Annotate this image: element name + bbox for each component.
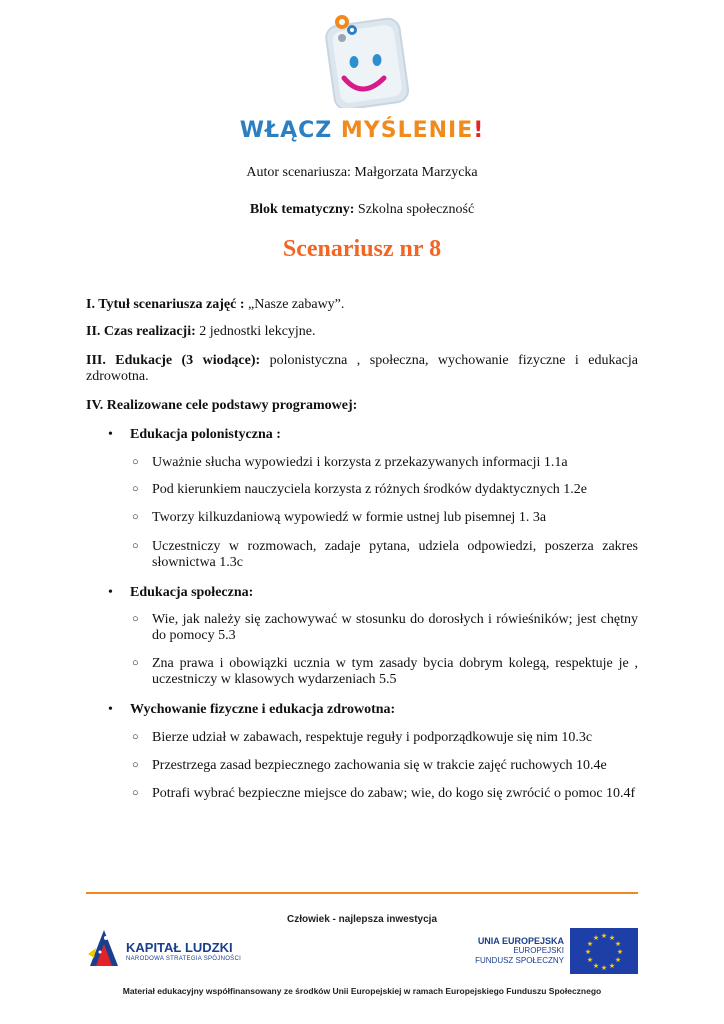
section-2-value: 2 jednostki lekcyjne. [199, 324, 316, 339]
section-4-heading: IV. Realizowane cele podstawy programowej: [86, 398, 358, 413]
group-heading: Edukacja społeczna: [130, 585, 254, 600]
author-line: Autor scenariusza: Małgorzata Marzycka [246, 165, 478, 180]
brand-part-3: ! [473, 118, 485, 143]
circle-bullet-icon: ○ [132, 787, 139, 799]
section-3-value: polonistyczna , społeczna, wychowanie fizyczne i edukacja zdrowotna. [86, 353, 638, 384]
footer-divider [86, 892, 638, 894]
list-item: Potrafi wybrać bezpieczne miejsce do zabaw; wie, do kogo się zwrócić o pomoc 10.4f [152, 786, 636, 801]
kapital-ludzki-subtitle: NARODOWA STRATEGIA SPÓJNOŚCI [126, 956, 242, 962]
svg-text:★: ★ [600, 932, 608, 940]
section-3-label: III. Edukacje (3 wiodące): [86, 353, 261, 368]
svg-text:★: ★ [592, 962, 600, 970]
block-line [0, 202, 724, 218]
brand-part-2: MYŚLENIE [340, 118, 474, 143]
list-item: Uważnie słucha wypowiedzi i korzysta z przekazywanych informacji 1.1a [152, 455, 568, 470]
bullet-icon: • [108, 702, 113, 717]
section-1-label: I. Tytuł scenariusza zajęć : [86, 297, 245, 312]
svg-text:★: ★ [616, 948, 624, 956]
svg-text:★: ★ [608, 962, 616, 970]
list-item: Tworzy kilkuzdaniową wypowiedź w formie ustnej lub pisemnej 1. 3a [152, 510, 547, 525]
bullet-icon: • [108, 585, 113, 600]
footer-slogan: Człowiek - najlepsza inwestycja [286, 914, 438, 925]
circle-bullet-icon: ○ [132, 657, 139, 669]
section-2-label: II. Czas realizacji: [86, 324, 196, 339]
footer-disclaimer: Materiał edukacyjny współfinansowany ze środków Unii Europejskiej w ramach Europejskiego Funduszu Społecznego [122, 986, 602, 996]
bullet-icon: • [108, 427, 113, 442]
svg-text:★: ★ [608, 934, 616, 942]
eu-line-2: EUROPEJSKI [513, 946, 564, 955]
block-label: Blok tematyczny: [249, 202, 355, 217]
group-heading: Wychowanie fizyczne i edukacja zdrowotna: [130, 702, 396, 717]
group-heading: Edukacja polonistyczna : [130, 427, 281, 442]
section-1-value: „Nasze zabawy”. [248, 297, 345, 312]
section-education-line [86, 353, 638, 385]
list-item: Pod kierunkiem nauczyciela korzysta z różnych środków dydaktycznych 1.2e [152, 482, 588, 497]
mascot-logo [322, 8, 412, 108]
brand-wordmark [0, 118, 724, 143]
section-time-line [86, 324, 638, 340]
eu-flag-icon [570, 928, 638, 974]
svg-text:★: ★ [600, 964, 608, 972]
page-title: Scenariusz nr 8 [282, 236, 442, 262]
circle-bullet-icon: ○ [132, 731, 139, 743]
circle-bullet-icon: ○ [132, 456, 139, 468]
kapital-ludzki-logo [86, 926, 122, 970]
svg-text:★: ★ [586, 940, 594, 948]
svg-text:★: ★ [592, 934, 600, 942]
kapital-ludzki-name: KAPITAŁ LUDZKI [126, 940, 233, 955]
svg-text:★: ★ [584, 948, 592, 956]
circle-bullet-icon: ○ [132, 759, 139, 771]
circle-bullet-icon: ○ [132, 483, 139, 495]
list-item: Wie, jak należy się zachowywać w stosunku do dorosłych i rówieśników; jest chętny do pomocy 5.3 [152, 612, 638, 643]
eu-line-1: UNIA EUROPEJSKA [477, 936, 564, 946]
block-value: Szkolna społeczność [357, 202, 475, 217]
brand-part-1: WŁĄCZ [239, 118, 333, 143]
eu-line-3: FUNDUSZ SPOŁECZNY [475, 956, 564, 965]
list-item: Przestrzega zasad bezpiecznego zachowania się w trakcie zajęć ruchowych 10.4e [152, 758, 607, 773]
svg-text:★: ★ [614, 956, 622, 964]
circle-bullet-icon: ○ [132, 540, 139, 552]
list-item: Zna prawa i obowiązki ucznia w tym zasady bycia dobrym kolegą, respektuje je , uczestniczy w klasowych wydarzeniach 5.5 [152, 656, 638, 687]
list-item: Bierze udział w zabawach, respektuje reguły i podporządkowuje się nim 10.3c [152, 730, 593, 745]
list-item: Uczestniczy w rozmowach, zadaje pytana, udziela odpowiedzi, poszerza zakres słownictwa 1.3c [152, 539, 638, 570]
circle-bullet-icon: ○ [132, 613, 139, 625]
svg-text:★: ★ [586, 956, 594, 964]
circle-bullet-icon: ○ [132, 511, 139, 523]
svg-text:★: ★ [614, 940, 622, 948]
eu-text-block [450, 936, 564, 966]
section-title-line [86, 297, 638, 313]
